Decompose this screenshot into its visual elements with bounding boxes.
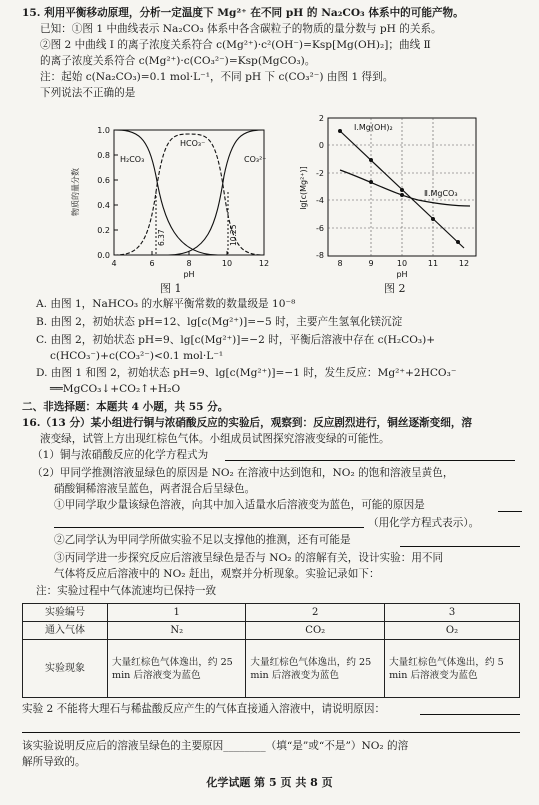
- answer-line[interactable]: [498, 511, 522, 512]
- table-cell: 大量红棕色气体逸出，约 5 min 后溶液变为蓝色: [385, 640, 520, 698]
- fig2-xtick: 8: [337, 259, 343, 268]
- fig2-xtick: 10: [396, 259, 408, 268]
- q16-line-10: 气体将反应后溶液中的 NO₂ 赶出，观察并分析现象。实验记录如下：: [54, 568, 380, 580]
- table-cell: 1: [108, 604, 246, 622]
- q16-after-1: 实验 2 不能将大理石与稀盐酸反应产生的气体直接通入溶液中，请说明原因：: [22, 703, 386, 715]
- fig1-ytick: 1.0: [97, 126, 110, 135]
- q15-line-2: 已知：①图 1 中曲线表示 Na₂CO₃ 体系中各含碳粒子的物质的量分数与 pH 的关系。: [40, 23, 442, 35]
- fig2-ytick: 2: [318, 114, 324, 123]
- fig1-xlabel: pH: [183, 270, 195, 279]
- q15-option-c: C. 由图 2，初始状态 pH=9、lg[c(Mg²⁺)]=−2 时，平衡后溶液中存在 c(H₂CO₃)+: [36, 334, 436, 346]
- q15-option-b: B. 由图 2，初始状态 pH=12、lg[c(Mg²⁺)]=−5 时，主要产生氢氧化镁沉淀: [36, 316, 403, 328]
- fig1-caption: 图 1: [160, 282, 182, 295]
- table-cell: 2: [246, 604, 385, 622]
- fig2-ytick: 0: [318, 141, 324, 150]
- fig2-curve1-label: Ⅰ.Mg(OH)₂: [354, 123, 393, 132]
- fig2-curve2-label: Ⅱ.MgCO₃: [424, 189, 458, 198]
- q15-option-d-cont: ══MgCO₃↓+CO₂↑+H₂O: [50, 383, 181, 395]
- q16-line-6: ①甲同学取少量该绿色溶液，向其中加入适量水后溶液变为蓝色，可能的原因是: [54, 499, 425, 511]
- fig2-xtick: 12: [458, 259, 470, 268]
- q15-option-d: D. 由图 1 和图 2，初始状态 pH=9、lg[c(Mg²⁺)]=−1 时，发生反应：Mg²⁺+2HCO₃⁻: [36, 367, 457, 379]
- page-footer: 化学试题 第 5 页 共 8 页: [206, 776, 333, 789]
- table-cell: N₂: [108, 622, 246, 640]
- figure-1: [68, 106, 283, 291]
- fig2-ytick: -8: [316, 251, 324, 260]
- fig1-xtick: 6: [149, 259, 155, 268]
- q15-line-1: 15. 利用平衡移动原理，分析一定温度下 Mg²⁺ 在不同 pH 的 Na₂CO₃ 体系中的可能产物。: [22, 7, 464, 19]
- fig1-ytick: 0.8: [97, 151, 110, 160]
- answer-line[interactable]: [22, 732, 520, 733]
- experiment-table: [22, 603, 520, 698]
- fig1-h2co3-curve: [114, 130, 264, 255]
- q15-option-c-cont: c(HCO₃⁻)+c(CO₃²⁻)<0.1 mol·L⁻¹: [50, 350, 224, 362]
- q16-line-8: ②乙同学认为甲同学所做实验不足以支撑他的推测，还有可能是: [54, 534, 351, 546]
- fig1-ylabel: 物质的量分数: [71, 168, 80, 216]
- fig2-xtick: 11: [427, 259, 439, 268]
- fig1-xtick: 4: [111, 259, 117, 268]
- q16-line-4: （2）甲同学推测溶液显绿色的原因是 NO₂ 在溶液中达到饱和，NO₂ 的饱和溶液呈黄色，: [32, 467, 454, 479]
- fig1-ytick: 0.6: [97, 176, 110, 185]
- q16-note: 注：实验过程中气体流速均已保持一致: [36, 585, 217, 597]
- q16-line-1: 16.（13 分）某小组进行铜与浓硝酸反应的实验后，观察到：反应剧烈进行，铜丝逐渐变细，溶: [22, 417, 473, 429]
- q16-after-2: 该实验说明反应后的溶液呈绿色的主要原因________（填“是”或“不是”）NO₂ 的溶: [22, 740, 409, 752]
- fig1-species-label: H₂CO₃: [120, 155, 145, 164]
- answer-line[interactable]: [225, 460, 515, 461]
- table-cell: 大量红棕色气体逸出，约 25 min 后溶液变为蓝色: [246, 640, 385, 698]
- table-row-label: 通入气体: [23, 622, 108, 640]
- section-heading: 二、非选择题：本题共 4 小题，共 55 分。: [22, 401, 229, 413]
- fig1-species-label: HCO₃⁻: [180, 139, 206, 148]
- fig1-ytick: 0.4: [97, 201, 110, 210]
- fig2-ytick: -6: [316, 224, 324, 233]
- answer-line[interactable]: [420, 714, 520, 715]
- table-cell: 3: [385, 604, 520, 622]
- fig2-xtick: 9: [368, 259, 374, 268]
- fig2-ytick: -2: [316, 169, 324, 178]
- fig1-species-label: CO₃²⁻: [244, 155, 267, 164]
- fig2-caption: 图 2: [384, 282, 406, 295]
- q15-line-4: 的离子浓度关系符合 c(Mg²⁺)·c(CO₃²⁻)=Ksp(MgCO₃)。: [40, 55, 316, 67]
- fig1-mark-1: 6.37: [157, 229, 166, 246]
- answer-line[interactable]: [54, 527, 364, 528]
- fig1-mark-2: 10.25: [229, 224, 238, 246]
- fig2-xlabel: pH: [396, 270, 408, 279]
- table-row-label: 实验编号: [23, 604, 108, 622]
- fig1-xtick: 8: [186, 259, 192, 268]
- table-cell: 大量红棕色气体逸出，约 25 min 后溶液变为蓝色: [108, 640, 246, 698]
- q16-line-9: ③丙同学进一步探究反应后溶液呈绿色是否与 NO₂ 的溶解有关，设计实验：用不同: [54, 552, 444, 564]
- q16-line-5: 硝酸铜稀溶液呈蓝色，两者混合后呈绿色。: [54, 483, 256, 495]
- fig1-ytick: 0.2: [97, 226, 110, 235]
- q16-line-7: （用化学方程式表示）。: [368, 517, 480, 529]
- table-cell: CO₂: [246, 622, 385, 640]
- fig1-hco3-curve: [114, 134, 264, 255]
- answer-line[interactable]: [400, 546, 520, 547]
- q15-line-6: 下列说法不正确的是: [40, 87, 136, 99]
- q15-line-3: ②图 2 中曲线 Ⅰ 的离子浓度关系符合 c(Mg²⁺)·c²(OH⁻)=Ksp[Mg(OH)₂]；曲线 Ⅱ: [40, 39, 431, 51]
- fig2-ylabel: lg[c(Mg²⁺)]: [299, 166, 308, 210]
- fig1-co3-curve: [114, 130, 264, 255]
- q16-line-3: （1）铜与浓硝酸反应的化学方程式为: [32, 449, 209, 461]
- figure-2: [298, 108, 483, 288]
- table-cell: O₂: [385, 622, 520, 640]
- q15-option-a: A. 由图 1，NaHCO₃ 的水解平衡常数的数量级是 10⁻⁸: [36, 298, 296, 310]
- q15-line-5: 注：起始 c(Na₂CO₃)=0.1 mol·L⁻¹，不同 pH 下 c(CO₃²⁻) 由图 1 得到。: [40, 71, 394, 83]
- table-row-label: 实验现象: [23, 640, 108, 698]
- fig2-ytick: -4: [316, 196, 324, 205]
- fig2-curve-2: [340, 170, 470, 206]
- fig1-xtick: 10: [221, 259, 233, 268]
- fig1-xtick: 12: [258, 259, 270, 268]
- q16-line-2: 液变绿，试管上方出现红棕色气体。小组成员试图探究溶液变绿的可能性。: [40, 433, 390, 445]
- fig1-ytick: 0.0: [97, 251, 110, 260]
- q16-after-3: 解所导致的。: [22, 756, 86, 768]
